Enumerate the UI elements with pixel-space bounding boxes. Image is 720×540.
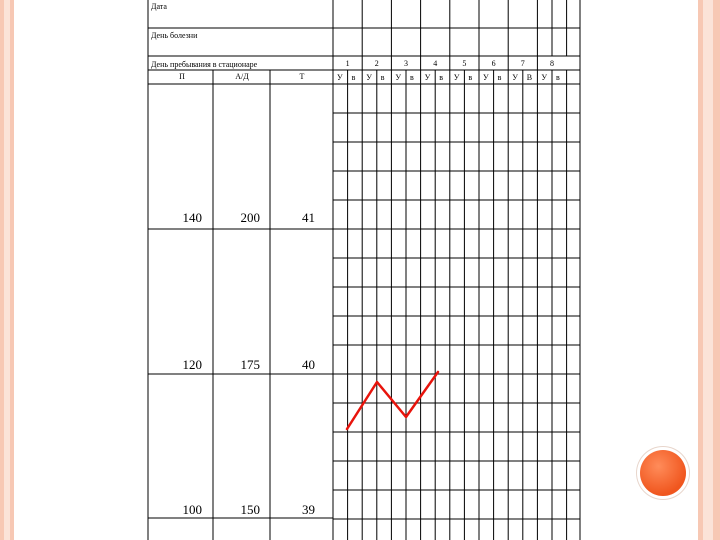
bp-scale-175: 175 (240, 357, 260, 372)
hospital-day-label: День пребывания в стационаре (151, 60, 258, 69)
time-mark: в (468, 73, 473, 82)
pulse-scale-140: 140 (182, 210, 202, 225)
day-number-4: 4 (433, 59, 438, 68)
time-mark: в (497, 73, 502, 82)
time-mark: У (483, 73, 489, 82)
time-mark: в (410, 73, 414, 82)
bp-scale-200: 200 (240, 210, 260, 225)
temp-scale-40: 40 (302, 357, 315, 372)
temp-scale-41: 41 (302, 210, 315, 225)
date-label: Дата (151, 2, 167, 11)
day-number-7: 7 (520, 59, 525, 68)
time-mark: У (366, 73, 372, 82)
day-number-1: 1 (345, 59, 350, 68)
time-mark: У (541, 73, 548, 82)
illness-day-label: День болезни (151, 31, 198, 40)
day-number-2: 2 (374, 59, 379, 68)
bp-scale-150: 150 (240, 502, 260, 517)
time-mark: У (337, 73, 343, 82)
pulse-scale-120: 120 (182, 357, 202, 372)
day-number-6: 6 (491, 59, 496, 68)
time-mark: У (453, 73, 460, 82)
time-mark: У (512, 73, 518, 82)
day-number-5: 5 (462, 59, 467, 68)
bp-column-header: А/Д (235, 72, 249, 81)
time-mark: в (556, 73, 560, 82)
pulse-column-header: П (179, 72, 185, 81)
time-mark: В (526, 73, 533, 82)
time-of-day-labels (337, 73, 560, 82)
time-mark: У (395, 73, 402, 82)
time-mark: в (380, 73, 385, 82)
temp-scale-39: 39 (302, 502, 315, 517)
pulse-plot-line (347, 372, 438, 429)
time-mark: У (424, 73, 431, 82)
slide-decorative-circle (640, 450, 686, 496)
day-number-8: 8 (550, 59, 554, 68)
time-mark: в (439, 73, 443, 82)
temp-column-header: Т (299, 72, 305, 81)
day-number-3: 3 (404, 59, 408, 68)
pulse-scale-100: 100 (182, 502, 202, 517)
time-mark: в (351, 73, 356, 82)
